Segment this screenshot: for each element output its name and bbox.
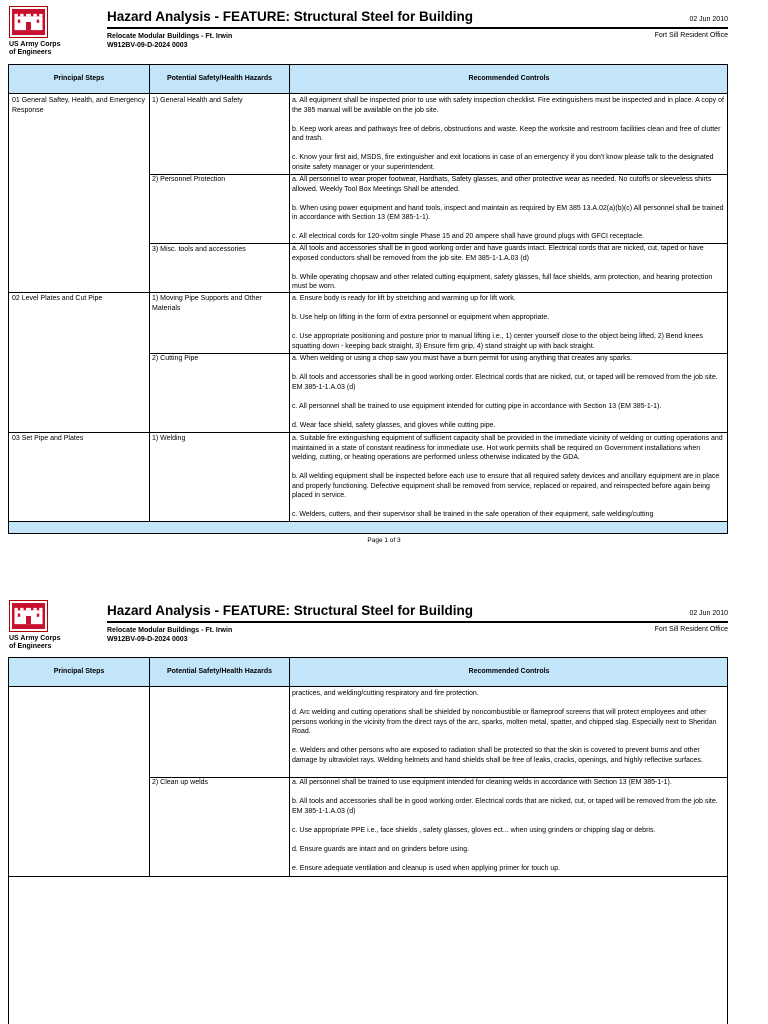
contract-number: W912BV-09-D-2024 0003 <box>107 636 188 643</box>
row-divider <box>9 432 728 433</box>
castle-icon <box>12 603 45 629</box>
contract-number: W912BV-09-D-2024 0003 <box>107 42 188 49</box>
control-item: a. When welding or using a chop saw you must have a burn permit for using anything that creates any sparks. <box>292 355 633 362</box>
control-item: d. Wear face shield, safety glasses, and gloves while cutting pipe. <box>292 421 496 429</box>
org-line-2: of Engineers <box>9 643 52 650</box>
table-header <box>9 658 727 687</box>
project-info <box>107 32 232 50</box>
page-title: Hazard Analysis - FEATURE: Structural Steel for Building <box>107 9 474 24</box>
title-rule <box>107 27 728 29</box>
row-divider <box>9 876 728 877</box>
control-item: a. All personnel to wear proper footwear, Hardhats, Safety glasses, and other protective wear as needed. No cutoffs or sleeveless shirts allowed. Weekly Tool Box Meetings Shall be attended. <box>292 176 712 193</box>
control-item: a. All equipment shall be inspected prior to use with safety inspection checklist. Fire extinguishers must be inspected and in place. A copy of the 385 manual will be available on the job site. <box>292 97 724 114</box>
row-divider <box>9 292 728 293</box>
org-line-1: US Army Corps <box>9 635 61 642</box>
control-item: b. All tools and accessories shall be in good working order. Electrical cords that are nicked, cut, or taped will be removed from the job site. EM 385-1-1.A.03 (d) <box>292 374 718 391</box>
control-item: e. Welders and other persons who are exposed to radiation shall be protected so that the skin is covered to prevent burns and other damage by ultraviolet rays. Welding helmets and hand shields shall be free of leaks, cracks, openings, and highly reflective surfaces. <box>292 747 703 764</box>
control-item: b. Keep work areas and pathways free of debris, obstructions and waste. Keep the worksite and restroom facilities clean and free of clutter and trash. <box>292 125 721 142</box>
col-hazards: Potential Safety/Health Hazards <box>166 668 273 675</box>
usace-logo <box>9 6 48 38</box>
col-hazards: Potential Safety/Health Hazards <box>166 75 273 82</box>
control-item: c. Use appropriate positioning and posture prior to manual lifting i.e., 1) center yourself close to the object being lifted, 2) Bend knees squatting down - keeping back straight, 3) Ensure firm grip, 4) stand straight up with back straight. <box>292 333 703 350</box>
control-item: practices, and welding/cutting respiratory and fire protection. <box>292 690 479 697</box>
control-item: b. Use help on lifting in the form of extra personnel or equipment when appropriate. <box>292 314 550 321</box>
hazard-cell: 2) Clean up welds <box>152 779 209 786</box>
org-line-2: of Engineers <box>9 49 52 56</box>
control-item: c. Use appropriate PPE i.e., face shields , safety glasses, gloves ect... when using grinders or chipping slag or debris. <box>292 826 656 834</box>
col-principal-steps: Principal Steps <box>53 668 105 675</box>
controls-cell <box>292 244 724 292</box>
col-divider <box>149 658 150 876</box>
hazard-cell: 2) Personnel Protection <box>152 176 226 183</box>
office-name: Fort Sill Resident Office <box>654 626 728 633</box>
hazard-cell: 2) Cutting Pipe <box>152 355 199 362</box>
hazard-cell: 1) General Health and Safety <box>152 97 243 104</box>
org-name <box>9 635 60 651</box>
step-cell: 01 General Saftey, Health, and Emergency Response <box>12 97 145 114</box>
hazard-cell: 3) Misc. tools and accessories <box>152 246 246 253</box>
project-info <box>107 626 232 644</box>
control-item: d. Ensure guards are intact and on grinders before using. <box>292 845 470 853</box>
report-date: 02 Jun 2010 <box>689 610 728 617</box>
col-controls: Recommended Controls <box>468 75 550 82</box>
org-name <box>9 41 60 57</box>
control-item: a. Ensure body is ready for lift by stretching and warming up for lift work. <box>292 295 516 302</box>
control-item: b. When using power equipment and hand tools, inspect and maintain as required by EM 385 13.A.02(a)(b)(c) All personnel shall be trained in accordance with Section 13 (EM 385-1-1). <box>292 204 724 221</box>
control-item: a. All personnel shall be trained to use equipment intended for cleaning welds in accordance with Section 13 (EM 385-1-1). <box>292 779 672 786</box>
col-divider <box>149 65 150 522</box>
org-line-1: US Army Corps <box>9 41 61 48</box>
hazard-table <box>8 64 728 534</box>
castle-icon <box>12 9 45 35</box>
control-item: d. Arc welding and cutting operations shall be shielded by noncombustible or flameproof screens that will protect employees and other persons working in the vicinity from the direct rays of the arc, sparks, molten metal, spatter, and chipped slag. Especially next to Sheridan Road. <box>292 709 717 735</box>
control-item: c. All electrical cords for 120-voltm single Phase 15 and 20 ampere shall have ground plugs with GFCI receptacle. <box>292 233 645 240</box>
controls-cell <box>292 434 724 520</box>
control-item: b. All tools and accessories shall be in good working order. Electrical cords that are nicked, cut, or taped will be removed from the job site. EM 385-1-1.A.03 (d) <box>292 798 718 815</box>
hazard-cell: 1) Moving Pipe Supports and Other Materials <box>152 295 262 312</box>
project-name: Relocate Modular Buildings - Ft. Irwin <box>107 33 233 40</box>
page-title: Hazard Analysis - FEATURE: Structural Steel for Building <box>107 603 474 618</box>
controls-cell <box>292 778 724 876</box>
controls-cell <box>292 354 724 432</box>
control-item: e. Ensure adequate ventilation and cleanup is used when applying primer for touch up. <box>292 864 561 872</box>
control-item: c. Welders, cutters, and their supervisor shall be trained in the safe operation of their equipment, safe welding/cutting <box>292 511 654 518</box>
controls-cell <box>292 175 724 243</box>
hazard-table <box>8 657 728 1024</box>
report-date: 02 Jun 2010 <box>689 16 728 23</box>
control-item: a. Suitable fire extinguishing equipment of sufficient capacity shall be provided in the immediate vicinity of welding or cutting operations and maintained in a state of constant readiness for immediate use. Hot work permits shall be required on Government installations when welding, cutting, or heating operations are performed unless otherwise indicated by the GDA. <box>292 435 723 461</box>
table-header <box>9 65 727 94</box>
hazard-cell: 1) Welding <box>152 435 186 442</box>
col-divider <box>289 65 290 522</box>
control-item: b. While operating chopsaw and other related cutting equipment, safety glasses, full face shields, arm protection, and hearing protection must be worn. <box>292 273 713 290</box>
step-cell: 03 Set Pipe and Plates <box>12 435 84 442</box>
page-2 <box>0 594 768 1024</box>
project-name: Relocate Modular Buildings - Ft. Irwin <box>107 627 233 634</box>
col-principal-steps: Principal Steps <box>53 75 105 82</box>
controls-cell <box>292 294 724 353</box>
usace-logo <box>9 600 48 632</box>
controls-cell <box>292 96 724 174</box>
controls-cell <box>292 689 724 777</box>
title-rule <box>107 621 728 623</box>
office-name: Fort Sill Resident Office <box>654 32 728 39</box>
step-cell: 02 Level Plates and Cut Pipe <box>12 295 103 302</box>
control-item: b. All welding equipment shall be inspected before each use to ensure that all required safety devices and ancillary equipment are in place and properly functioning. Defective equipment shall be removed from service, replaced or repaired, and reinspected before again being placed in service. <box>292 473 720 499</box>
col-divider <box>289 658 290 876</box>
page-number: Page 1 of 3 <box>367 537 401 544</box>
table-footer-band <box>9 521 727 533</box>
control-item: c. Know your first aid, MSDS, fire extinguisher and exit locations in case of an emergency if you don't know please talk to the designated onsite safety manager or your superintendent. <box>292 154 714 171</box>
control-item: a. All tools and accessories shall be in good working order and have guards intact. Electrical cords that are nicked, cut, taped or have exposed conductors shall be removed from the job site. EM 385-1-1.A.03 (d) <box>292 245 704 262</box>
col-controls: Recommended Controls <box>468 668 550 675</box>
control-item: c. All personnel shall be trained to use equipment intended for cutting pipe in accordance with Section 13 (EM 385-1-1). <box>292 402 662 410</box>
